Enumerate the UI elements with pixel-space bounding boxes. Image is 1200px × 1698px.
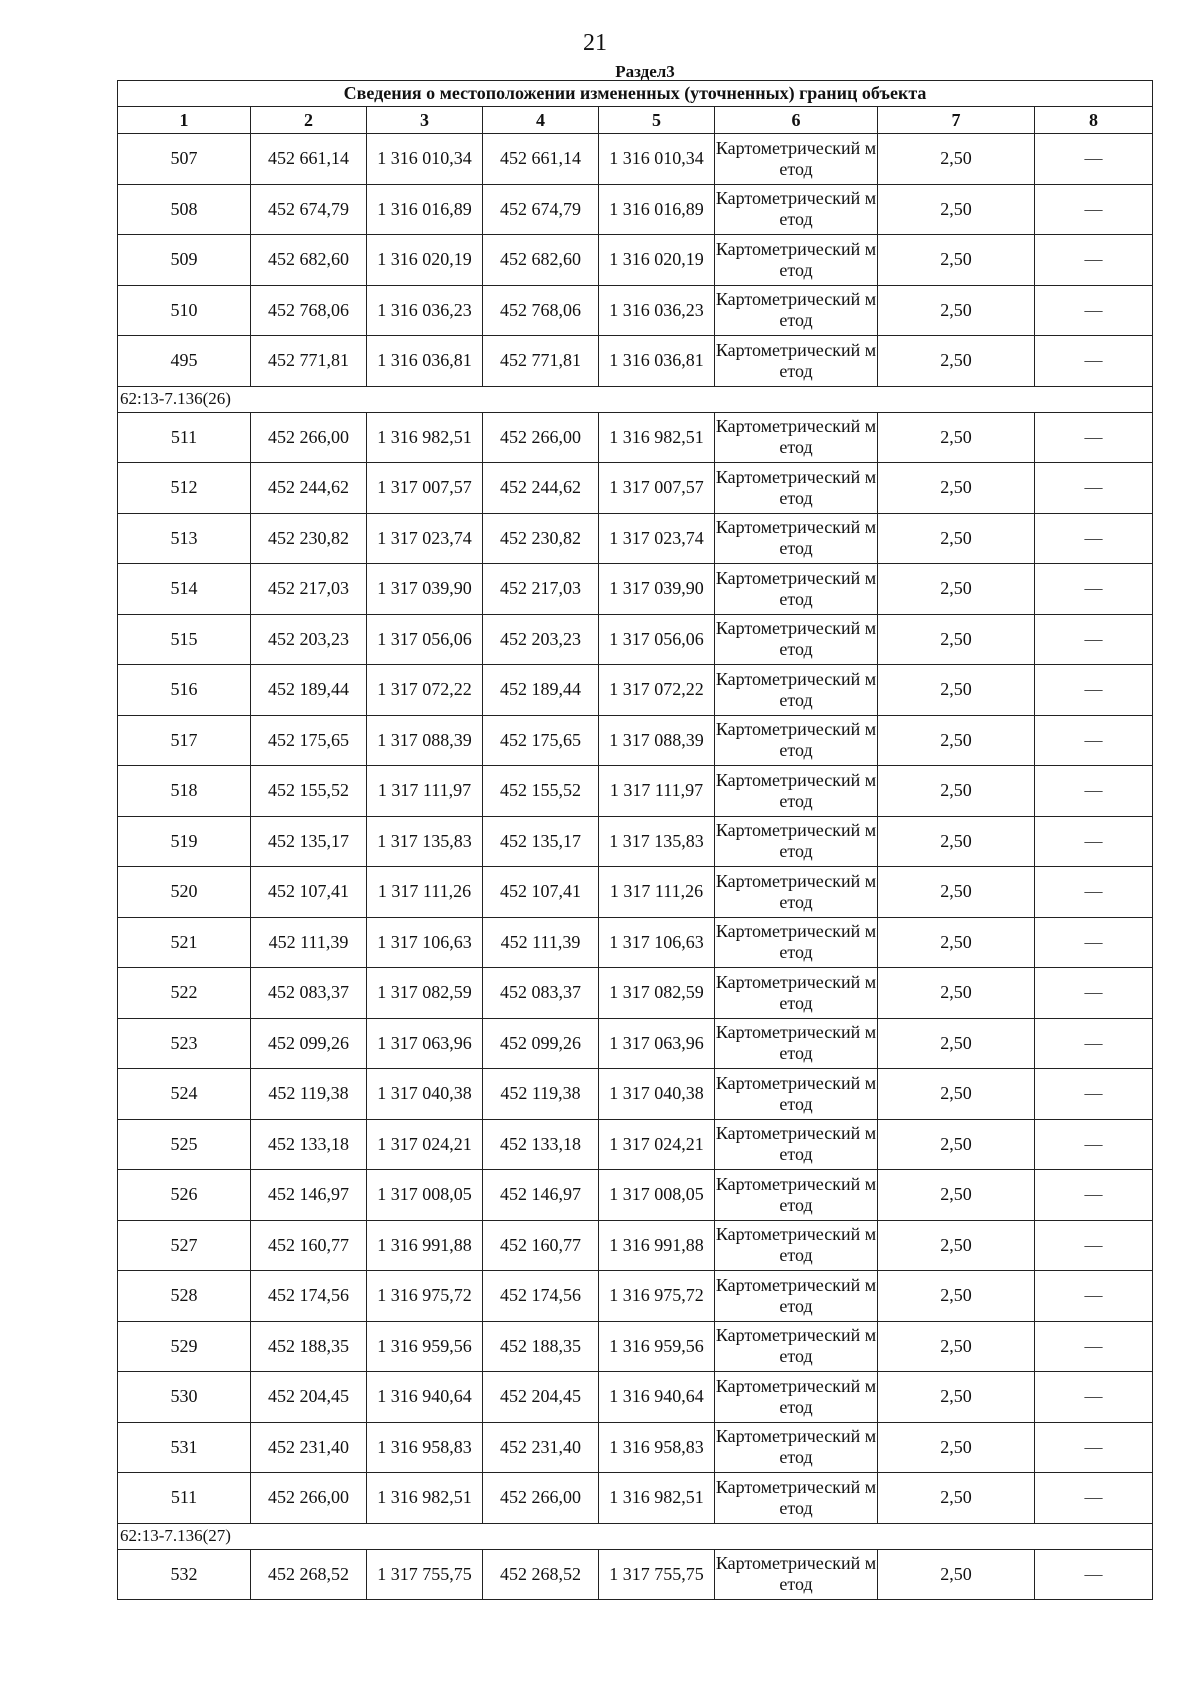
column-number: 6 bbox=[715, 107, 878, 134]
new-x-cell: 452 135,17 bbox=[483, 816, 599, 867]
description-cell: — bbox=[1035, 867, 1153, 918]
new-y-cell: 1 316 975,72 bbox=[599, 1271, 715, 1322]
point-number-cell: 507 bbox=[118, 134, 251, 185]
existing-y-cell: 1 316 982,51 bbox=[367, 412, 483, 463]
description-cell: — bbox=[1035, 715, 1153, 766]
existing-x-cell: 452 189,44 bbox=[251, 665, 367, 716]
point-number-cell: 528 bbox=[118, 1271, 251, 1322]
column-number: 2 bbox=[251, 107, 367, 134]
existing-x-cell: 452 231,40 bbox=[251, 1422, 367, 1473]
method-cell: Картометрический метод bbox=[715, 867, 878, 918]
accuracy-cell: 2,50 bbox=[878, 1549, 1035, 1600]
table-row bbox=[118, 766, 1153, 817]
description-cell: — bbox=[1035, 1271, 1153, 1322]
new-x-cell: 452 107,41 bbox=[483, 867, 599, 918]
method-cell: Картометрический метод bbox=[715, 917, 878, 968]
table-row bbox=[118, 564, 1153, 615]
description-cell: — bbox=[1035, 1473, 1153, 1524]
new-y-cell: 1 317 063,96 bbox=[599, 1018, 715, 1069]
existing-y-cell: 1 316 958,83 bbox=[367, 1422, 483, 1473]
new-y-cell: 1 317 072,22 bbox=[599, 665, 715, 716]
table-row bbox=[118, 917, 1153, 968]
existing-x-cell: 452 771,81 bbox=[251, 336, 367, 387]
existing-y-cell: 1 317 023,74 bbox=[367, 513, 483, 564]
method-cell: Картометрический метод bbox=[715, 285, 878, 336]
new-x-cell: 452 268,52 bbox=[483, 1549, 599, 1600]
accuracy-cell: 2,50 bbox=[878, 285, 1035, 336]
new-y-cell: 1 317 088,39 bbox=[599, 715, 715, 766]
new-y-cell: 1 317 106,63 bbox=[599, 917, 715, 968]
description-cell: — bbox=[1035, 766, 1153, 817]
description-cell: — bbox=[1035, 1422, 1153, 1473]
table-body bbox=[118, 134, 1153, 1600]
method-cell: Картометрический метод bbox=[715, 816, 878, 867]
point-number-cell: 531 bbox=[118, 1422, 251, 1473]
new-y-cell: 1 316 016,89 bbox=[599, 184, 715, 235]
method-cell: Картометрический метод bbox=[715, 766, 878, 817]
existing-y-cell: 1 317 111,97 bbox=[367, 766, 483, 817]
new-y-cell: 1 317 755,75 bbox=[599, 1549, 715, 1600]
existing-y-cell: 1 317 135,83 bbox=[367, 816, 483, 867]
point-number-cell: 525 bbox=[118, 1119, 251, 1170]
new-y-cell: 1 317 008,05 bbox=[599, 1170, 715, 1221]
point-number-cell: 509 bbox=[118, 235, 251, 286]
existing-y-cell: 1 317 024,21 bbox=[367, 1119, 483, 1170]
table-row bbox=[118, 463, 1153, 514]
existing-x-cell: 452 244,62 bbox=[251, 463, 367, 514]
group-label: 62:13-7.136(26) bbox=[118, 386, 1153, 412]
method-cell: Картометрический метод bbox=[715, 1321, 878, 1372]
new-x-cell: 452 083,37 bbox=[483, 968, 599, 1019]
table-row bbox=[118, 134, 1153, 185]
new-x-cell: 452 244,62 bbox=[483, 463, 599, 514]
point-number-cell: 518 bbox=[118, 766, 251, 817]
new-y-cell: 1 316 959,56 bbox=[599, 1321, 715, 1372]
table-row bbox=[118, 513, 1153, 564]
description-cell: — bbox=[1035, 134, 1153, 185]
point-number-cell: 510 bbox=[118, 285, 251, 336]
column-number: 4 bbox=[483, 107, 599, 134]
new-y-cell: 1 317 040,38 bbox=[599, 1069, 715, 1120]
existing-x-cell: 452 266,00 bbox=[251, 1473, 367, 1524]
method-cell: Картометрический метод bbox=[715, 1018, 878, 1069]
point-number-cell: 520 bbox=[118, 867, 251, 918]
description-cell: — bbox=[1035, 614, 1153, 665]
accuracy-cell: 2,50 bbox=[878, 564, 1035, 615]
existing-x-cell: 452 230,82 bbox=[251, 513, 367, 564]
column-number: 5 bbox=[599, 107, 715, 134]
new-y-cell: 1 317 082,59 bbox=[599, 968, 715, 1019]
method-cell: Картометрический метод bbox=[715, 336, 878, 387]
column-number: 3 bbox=[367, 107, 483, 134]
existing-y-cell: 1 317 056,06 bbox=[367, 614, 483, 665]
new-y-cell: 1 317 007,57 bbox=[599, 463, 715, 514]
table-row bbox=[118, 968, 1153, 1019]
description-cell: — bbox=[1035, 917, 1153, 968]
point-number-cell: 519 bbox=[118, 816, 251, 867]
new-x-cell: 452 174,56 bbox=[483, 1271, 599, 1322]
description-cell: — bbox=[1035, 1018, 1153, 1069]
existing-y-cell: 1 317 039,90 bbox=[367, 564, 483, 615]
point-number-cell: 511 bbox=[118, 1473, 251, 1524]
existing-y-cell: 1 317 106,63 bbox=[367, 917, 483, 968]
table-row bbox=[118, 816, 1153, 867]
existing-x-cell: 452 083,37 bbox=[251, 968, 367, 1019]
existing-y-cell: 1 316 020,19 bbox=[367, 235, 483, 286]
new-x-cell: 452 155,52 bbox=[483, 766, 599, 817]
point-number-cell: 521 bbox=[118, 917, 251, 968]
existing-x-cell: 452 204,45 bbox=[251, 1372, 367, 1423]
accuracy-cell: 2,50 bbox=[878, 715, 1035, 766]
point-number-cell: 530 bbox=[118, 1372, 251, 1423]
existing-x-cell: 452 268,52 bbox=[251, 1549, 367, 1600]
table-row bbox=[118, 336, 1153, 387]
accuracy-cell: 2,50 bbox=[878, 184, 1035, 235]
new-y-cell: 1 317 039,90 bbox=[599, 564, 715, 615]
table-row bbox=[118, 1271, 1153, 1322]
existing-x-cell: 452 266,00 bbox=[251, 412, 367, 463]
existing-x-cell: 452 217,03 bbox=[251, 564, 367, 615]
point-number-cell: 511 bbox=[118, 412, 251, 463]
point-number-cell: 515 bbox=[118, 614, 251, 665]
description-cell: — bbox=[1035, 564, 1153, 615]
accuracy-cell: 2,50 bbox=[878, 513, 1035, 564]
accuracy-cell: 2,50 bbox=[878, 412, 1035, 463]
accuracy-cell: 2,50 bbox=[878, 1271, 1035, 1322]
new-x-cell: 452 189,44 bbox=[483, 665, 599, 716]
table-row bbox=[118, 235, 1153, 286]
existing-y-cell: 1 316 036,81 bbox=[367, 336, 483, 387]
point-number-cell: 512 bbox=[118, 463, 251, 514]
new-x-cell: 452 661,14 bbox=[483, 134, 599, 185]
existing-x-cell: 452 674,79 bbox=[251, 184, 367, 235]
existing-y-cell: 1 316 991,88 bbox=[367, 1220, 483, 1271]
table-row bbox=[118, 665, 1153, 716]
existing-y-cell: 1 316 982,51 bbox=[367, 1473, 483, 1524]
existing-y-cell: 1 317 008,05 bbox=[367, 1170, 483, 1221]
point-number-cell: 508 bbox=[118, 184, 251, 235]
accuracy-cell: 2,50 bbox=[878, 235, 1035, 286]
existing-x-cell: 452 146,97 bbox=[251, 1170, 367, 1221]
method-cell: Картометрический метод bbox=[715, 968, 878, 1019]
point-number-cell: 527 bbox=[118, 1220, 251, 1271]
new-x-cell: 452 160,77 bbox=[483, 1220, 599, 1271]
description-cell: — bbox=[1035, 336, 1153, 387]
new-y-cell: 1 316 010,34 bbox=[599, 134, 715, 185]
new-y-cell: 1 316 991,88 bbox=[599, 1220, 715, 1271]
new-x-cell: 452 217,03 bbox=[483, 564, 599, 615]
group-row bbox=[118, 386, 1153, 412]
new-y-cell: 1 316 020,19 bbox=[599, 235, 715, 286]
table-row bbox=[118, 1422, 1153, 1473]
column-number-row bbox=[118, 107, 1153, 134]
point-number-cell: 523 bbox=[118, 1018, 251, 1069]
accuracy-cell: 2,50 bbox=[878, 766, 1035, 817]
method-cell: Картометрический метод bbox=[715, 1220, 878, 1271]
new-x-cell: 452 768,06 bbox=[483, 285, 599, 336]
new-x-cell: 452 175,65 bbox=[483, 715, 599, 766]
existing-y-cell: 1 317 082,59 bbox=[367, 968, 483, 1019]
table-row bbox=[118, 412, 1153, 463]
method-cell: Картометрический метод bbox=[715, 463, 878, 514]
table-row bbox=[118, 1549, 1153, 1600]
existing-x-cell: 452 768,06 bbox=[251, 285, 367, 336]
point-number-cell: 526 bbox=[118, 1170, 251, 1221]
table-row bbox=[118, 285, 1153, 336]
table-row bbox=[118, 1119, 1153, 1170]
existing-x-cell: 452 155,52 bbox=[251, 766, 367, 817]
table-row bbox=[118, 184, 1153, 235]
point-number-cell: 532 bbox=[118, 1549, 251, 1600]
new-x-cell: 452 146,97 bbox=[483, 1170, 599, 1221]
description-cell: — bbox=[1035, 513, 1153, 564]
existing-y-cell: 1 316 975,72 bbox=[367, 1271, 483, 1322]
new-x-cell: 452 111,39 bbox=[483, 917, 599, 968]
new-y-cell: 1 316 940,64 bbox=[599, 1372, 715, 1423]
method-cell: Картометрический метод bbox=[715, 184, 878, 235]
new-y-cell: 1 317 135,83 bbox=[599, 816, 715, 867]
table-row bbox=[118, 1220, 1153, 1271]
method-cell: Картометрический метод bbox=[715, 412, 878, 463]
method-cell: Картометрический метод bbox=[715, 1372, 878, 1423]
point-number-cell: 517 bbox=[118, 715, 251, 766]
column-number: 8 bbox=[1035, 107, 1153, 134]
description-cell: — bbox=[1035, 285, 1153, 336]
accuracy-cell: 2,50 bbox=[878, 816, 1035, 867]
page-number: 21 bbox=[583, 30, 607, 56]
new-x-cell: 452 266,00 bbox=[483, 1473, 599, 1524]
method-cell: Картометрический метод bbox=[715, 513, 878, 564]
method-cell: Картометрический метод bbox=[715, 564, 878, 615]
new-y-cell: 1 317 111,26 bbox=[599, 867, 715, 918]
existing-y-cell: 1 317 063,96 bbox=[367, 1018, 483, 1069]
description-cell: — bbox=[1035, 1549, 1153, 1600]
existing-x-cell: 452 111,39 bbox=[251, 917, 367, 968]
accuracy-cell: 2,50 bbox=[878, 463, 1035, 514]
accuracy-cell: 2,50 bbox=[878, 1069, 1035, 1120]
new-y-cell: 1 317 056,06 bbox=[599, 614, 715, 665]
existing-y-cell: 1 316 016,89 bbox=[367, 184, 483, 235]
existing-x-cell: 452 133,18 bbox=[251, 1119, 367, 1170]
point-number-cell: 516 bbox=[118, 665, 251, 716]
new-x-cell: 452 266,00 bbox=[483, 412, 599, 463]
existing-x-cell: 452 175,65 bbox=[251, 715, 367, 766]
existing-x-cell: 452 661,14 bbox=[251, 134, 367, 185]
accuracy-cell: 2,50 bbox=[878, 336, 1035, 387]
existing-y-cell: 1 317 040,38 bbox=[367, 1069, 483, 1120]
point-number-cell: 529 bbox=[118, 1321, 251, 1372]
new-x-cell: 452 682,60 bbox=[483, 235, 599, 286]
description-cell: — bbox=[1035, 1220, 1153, 1271]
new-x-cell: 452 133,18 bbox=[483, 1119, 599, 1170]
table-row bbox=[118, 1321, 1153, 1372]
new-x-cell: 452 099,26 bbox=[483, 1018, 599, 1069]
coordinates-table bbox=[117, 80, 1153, 1600]
description-cell: — bbox=[1035, 412, 1153, 463]
table-row bbox=[118, 1170, 1153, 1221]
new-x-cell: 452 188,35 bbox=[483, 1321, 599, 1372]
group-label: 62:13-7.136(27) bbox=[118, 1523, 1153, 1549]
section-title: Раздел3 bbox=[615, 62, 675, 81]
description-cell: — bbox=[1035, 184, 1153, 235]
table-row bbox=[118, 1069, 1153, 1120]
accuracy-cell: 2,50 bbox=[878, 1018, 1035, 1069]
new-y-cell: 1 316 036,81 bbox=[599, 336, 715, 387]
method-cell: Картометрический метод bbox=[715, 1271, 878, 1322]
description-cell: — bbox=[1035, 968, 1153, 1019]
description-cell: — bbox=[1035, 1069, 1153, 1120]
new-y-cell: 1 317 111,97 bbox=[599, 766, 715, 817]
existing-y-cell: 1 316 010,34 bbox=[367, 134, 483, 185]
existing-x-cell: 452 682,60 bbox=[251, 235, 367, 286]
table-caption: Сведения о местоположении измененных (уточненных) границ объекта bbox=[118, 81, 1153, 107]
point-number-cell: 524 bbox=[118, 1069, 251, 1120]
description-cell: — bbox=[1035, 1119, 1153, 1170]
description-cell: — bbox=[1035, 816, 1153, 867]
point-number-cell: 495 bbox=[118, 336, 251, 387]
new-x-cell: 452 231,40 bbox=[483, 1422, 599, 1473]
accuracy-cell: 2,50 bbox=[878, 1220, 1035, 1271]
method-cell: Картометрический метод bbox=[715, 665, 878, 716]
column-number: 7 bbox=[878, 107, 1035, 134]
new-y-cell: 1 317 023,74 bbox=[599, 513, 715, 564]
existing-y-cell: 1 317 007,57 bbox=[367, 463, 483, 514]
new-y-cell: 1 317 024,21 bbox=[599, 1119, 715, 1170]
accuracy-cell: 2,50 bbox=[878, 867, 1035, 918]
existing-x-cell: 452 135,17 bbox=[251, 816, 367, 867]
new-y-cell: 1 316 982,51 bbox=[599, 412, 715, 463]
table-row bbox=[118, 1018, 1153, 1069]
method-cell: Картометрический метод bbox=[715, 1119, 878, 1170]
existing-y-cell: 1 316 036,23 bbox=[367, 285, 483, 336]
existing-y-cell: 1 317 072,22 bbox=[367, 665, 483, 716]
new-x-cell: 452 771,81 bbox=[483, 336, 599, 387]
description-cell: — bbox=[1035, 1170, 1153, 1221]
accuracy-cell: 2,50 bbox=[878, 134, 1035, 185]
table-row bbox=[118, 614, 1153, 665]
description-cell: — bbox=[1035, 1372, 1153, 1423]
existing-y-cell: 1 316 940,64 bbox=[367, 1372, 483, 1423]
accuracy-cell: 2,50 bbox=[878, 1321, 1035, 1372]
table-row bbox=[118, 867, 1153, 918]
point-number-cell: 522 bbox=[118, 968, 251, 1019]
column-number: 1 bbox=[118, 107, 251, 134]
table-row bbox=[118, 1473, 1153, 1524]
accuracy-cell: 2,50 bbox=[878, 968, 1035, 1019]
new-x-cell: 452 203,23 bbox=[483, 614, 599, 665]
existing-x-cell: 452 107,41 bbox=[251, 867, 367, 918]
method-cell: Картометрический метод bbox=[715, 715, 878, 766]
existing-x-cell: 452 119,38 bbox=[251, 1069, 367, 1120]
new-y-cell: 1 316 982,51 bbox=[599, 1473, 715, 1524]
existing-x-cell: 452 203,23 bbox=[251, 614, 367, 665]
group-row bbox=[118, 1523, 1153, 1549]
accuracy-cell: 2,50 bbox=[878, 665, 1035, 716]
method-cell: Картометрический метод bbox=[715, 1422, 878, 1473]
accuracy-cell: 2,50 bbox=[878, 614, 1035, 665]
description-cell: — bbox=[1035, 1321, 1153, 1372]
accuracy-cell: 2,50 bbox=[878, 1372, 1035, 1423]
accuracy-cell: 2,50 bbox=[878, 1170, 1035, 1221]
description-cell: — bbox=[1035, 463, 1153, 514]
existing-x-cell: 452 160,77 bbox=[251, 1220, 367, 1271]
point-number-cell: 513 bbox=[118, 513, 251, 564]
method-cell: Картометрический метод bbox=[715, 1549, 878, 1600]
existing-x-cell: 452 188,35 bbox=[251, 1321, 367, 1372]
accuracy-cell: 2,50 bbox=[878, 917, 1035, 968]
existing-y-cell: 1 316 959,56 bbox=[367, 1321, 483, 1372]
method-cell: Картометрический метод bbox=[715, 1170, 878, 1221]
method-cell: Картометрический метод bbox=[715, 1473, 878, 1524]
accuracy-cell: 2,50 bbox=[878, 1422, 1035, 1473]
new-x-cell: 452 204,45 bbox=[483, 1372, 599, 1423]
description-cell: — bbox=[1035, 235, 1153, 286]
new-x-cell: 452 119,38 bbox=[483, 1069, 599, 1120]
point-number-cell: 514 bbox=[118, 564, 251, 615]
method-cell: Картометрический метод bbox=[715, 235, 878, 286]
new-x-cell: 452 674,79 bbox=[483, 184, 599, 235]
new-y-cell: 1 316 958,83 bbox=[599, 1422, 715, 1473]
existing-y-cell: 1 317 111,26 bbox=[367, 867, 483, 918]
new-x-cell: 452 230,82 bbox=[483, 513, 599, 564]
method-cell: Картометрический метод bbox=[715, 1069, 878, 1120]
new-y-cell: 1 316 036,23 bbox=[599, 285, 715, 336]
existing-x-cell: 452 174,56 bbox=[251, 1271, 367, 1322]
method-cell: Картометрический метод bbox=[715, 134, 878, 185]
existing-x-cell: 452 099,26 bbox=[251, 1018, 367, 1069]
existing-y-cell: 1 317 088,39 bbox=[367, 715, 483, 766]
method-cell: Картометрический метод bbox=[715, 614, 878, 665]
description-cell: — bbox=[1035, 665, 1153, 716]
existing-y-cell: 1 317 755,75 bbox=[367, 1549, 483, 1600]
table-row bbox=[118, 1372, 1153, 1423]
table-row bbox=[118, 715, 1153, 766]
accuracy-cell: 2,50 bbox=[878, 1119, 1035, 1170]
accuracy-cell: 2,50 bbox=[878, 1473, 1035, 1524]
